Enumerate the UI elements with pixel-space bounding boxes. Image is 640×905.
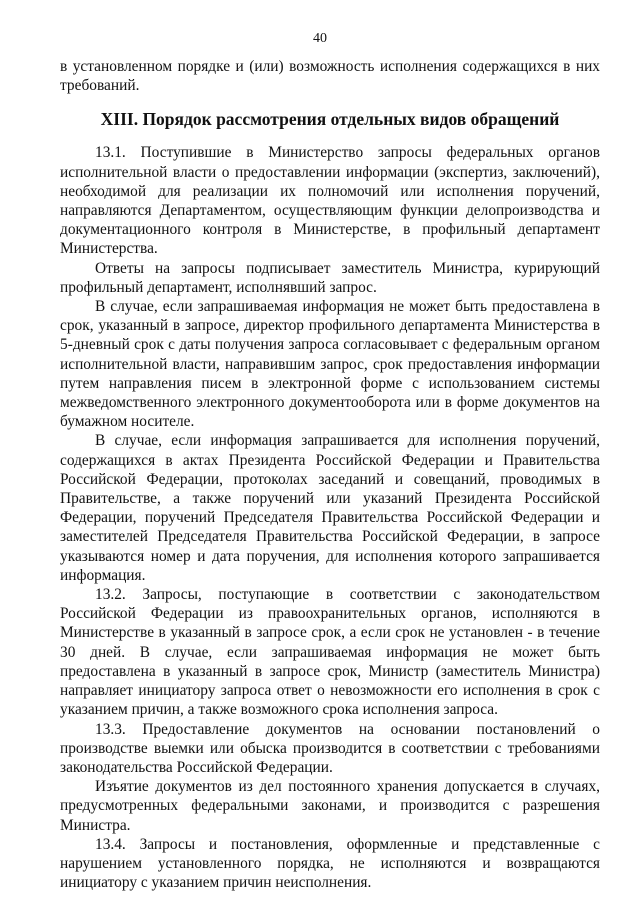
paragraph-deadline-agreement: В случае, если запрашиваемая информация не может быть предоставлена в срок, указанный в запросе, директор профильного департамента Министерства в 5-дневный срок с даты получения запроса согласовывает с федеральным органом исполнительной власти, направившим запрос, срок предоставления информации путем направления писем в электронной форме с использованием системы межведомственного электронного документооборота или в форме документов на бумажном носителе. bbox=[60, 298, 600, 431]
paragraph-13-4: 13.4. Запросы и постановления, оформленные и представленные с нарушением установленного порядка, не исполняются и возвращаются инициатору с указанием причин неисполнения. bbox=[60, 835, 600, 892]
paragraph-13-1: 13.1. Поступившие в Министерство запросы федеральных органов исполнительной власти о предоставлении информации (экспертиз, заключений), необходимой для реализации их полномочий или исполнения поручений, направляются Департаментом, осуществляющим функции делопроизводства и документационного контроля в Министерстве, в профильный департамент Министерства. bbox=[60, 144, 600, 258]
paragraph-president-orders: В случае, если информация запрашивается для исполнения поручений, содержащихся в актах Президента Российской Федерации и Правительства Российской Федерации, протоколах заседаний и совещаний, проводимых в Правительстве, а также поручений или указаний Президента Российской Федерации, поручений Председателя Правительства Российской Федерации и заместителей Председателя Правительства Российской Федерации, в запросе указываются номер и дата поручения, для исполнения которого запрашивается информация. bbox=[60, 432, 600, 584]
section-heading: XIII. Порядок рассмотрения отдельных видов обращений bbox=[100, 109, 560, 130]
intro-paragraph: в установленном порядке и (или) возможность исполнения содержащихся в них требований. bbox=[60, 58, 600, 95]
paragraph-13-3: 13.3. Предоставление документов на основании постановлений о производстве выемки или обыска производится в соответствии с требованиями законодательства Российской Федерации. bbox=[60, 720, 600, 776]
paragraph-13-2: 13.2. Запросы, поступающие в соответствии с законодательством Российской Федерации из правоохранительных органов, исполняются в Министерстве в указанный в запросе срок, а если срок не установлен - в течение 30 дней. В случае, если запрашиваемая информация не может быть предоставлена в указанный в запросе срок, Министр (заместитель Министра) направляет инициатору запроса ответ о невозможности его исполнения в срок с указанием причин, а также возможного срока исполнения запроса. bbox=[60, 586, 600, 719]
paragraph-answers-signing: Ответы на запросы подписывает заместитель Министра, курирующий профильный департамент, исполнявший запрос. bbox=[60, 259, 600, 296]
paragraph-document-withdrawal: Изъятие документов из дел постоянного хранения допускается в случаях, предусмотренных федеральными законами, и производится с разрешения Министра. bbox=[60, 778, 600, 834]
page-number: 40 bbox=[313, 31, 327, 46]
page-body bbox=[60, 57, 600, 892]
